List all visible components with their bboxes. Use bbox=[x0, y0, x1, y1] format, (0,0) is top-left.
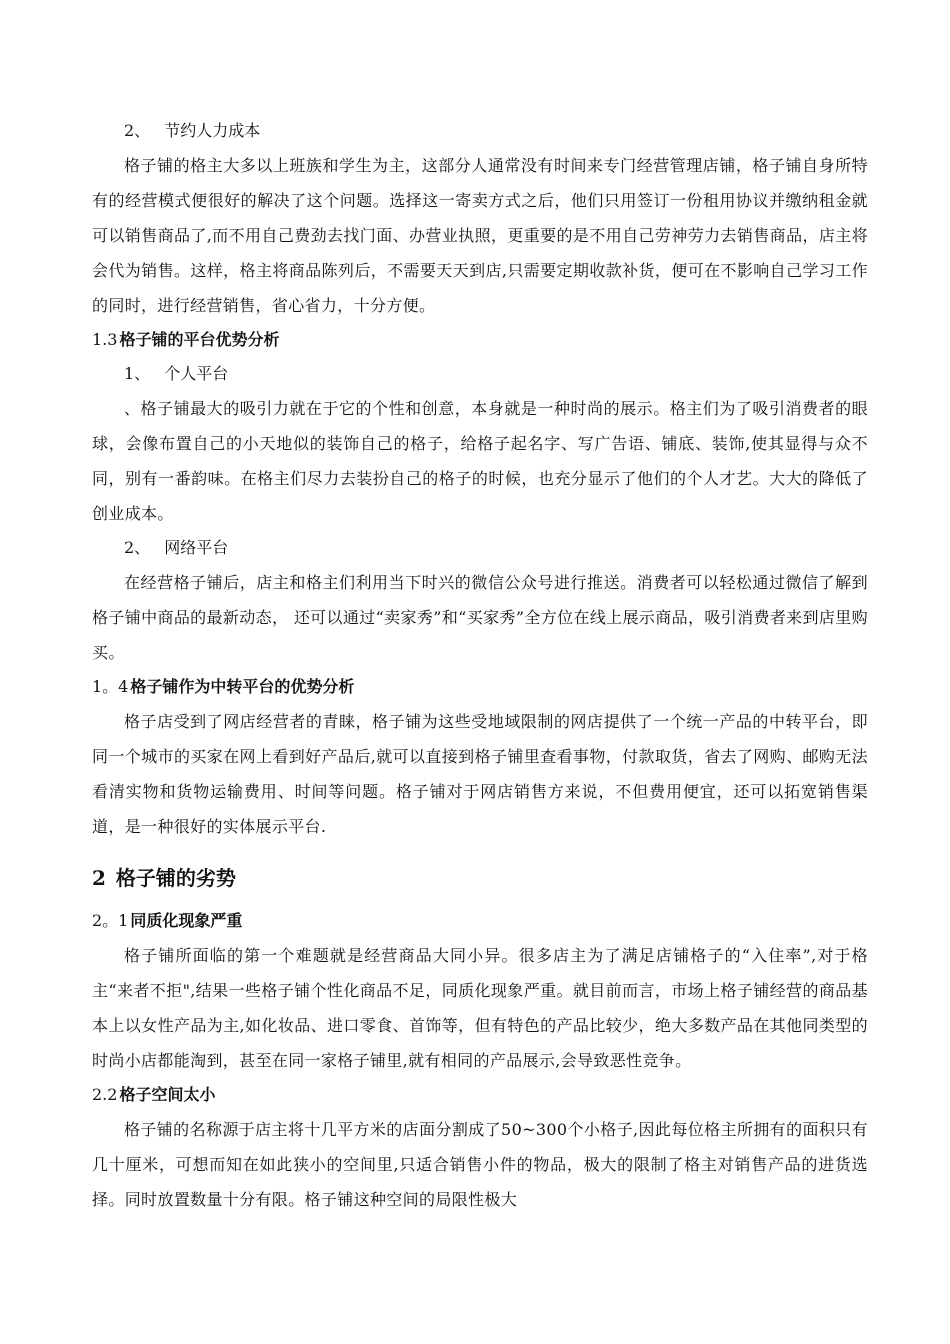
paragraph-small-space: 格子铺的名称源于店主将十几平方米的店面分割成了50~300个小格子,因此每位格主所拥有的面积只有几十厘米，可想而知在如此狭小的空间里,只适合销售小件的物品，极大的限制了格主对销售产品的进货选择。同时放置数量十分有限。格子铺这种空间的局限性极大 bbox=[92, 1120, 868, 1209]
section-number: 2.2 bbox=[92, 1085, 118, 1104]
item-heading-save-labor bbox=[92, 114, 868, 148]
section-heading-2-2 bbox=[92, 1078, 868, 1112]
item-title: 个人平台 bbox=[164, 364, 229, 383]
item-heading-network-platform bbox=[92, 531, 868, 565]
chapter-title: 格子铺的劣势 bbox=[115, 866, 236, 890]
item-number: 1、 bbox=[124, 364, 151, 383]
section-title: 格子铺作为中转平台的优势分析 bbox=[130, 677, 355, 696]
section-title: 格子铺的平台优势分析 bbox=[119, 330, 280, 349]
paragraph-homogenization: 格子铺所面临的第一个难题就是经营商品大同小异。很多店主为了满足店铺格子的“入住率”,对于格主“来者不拒",结果一些格子铺个性化商品不足，同质化现象严重。就目前而言，市场上格子铺经营的商品基本上以女性产品为主,如化妆品、进口零食、首饰等，但有特色的产品比较少，绝大多数产品在其他同类型的时尚小店都能淘到，甚至在同一家格子铺里,就有相同的产品展示,会导致恶性竞争。 bbox=[92, 946, 868, 1070]
paragraph-save-labor: 格子铺的格主大多以上班族和学生为主，这部分人通常没有时间来专门经营管理店铺，格子铺自身所特有的经营模式便很好的解决了这个问题。选择这一寄卖方式之后，他们只用签订一份租用协议并缴纳租金就可以销售商品了,而不用自己费劲去找门面、办营业执照，更重要的是不用自己劳神劳力去销售商品，店主将会代为销售。这样，格主将商品陈列后，不需要天天到店,只需要定期收款补货，便可在不影响自己学习工作的同时，进行经营销售，省心省力，十分方便。 bbox=[92, 156, 868, 315]
section-number: 2。1 bbox=[92, 911, 129, 930]
chapter-heading-2 bbox=[92, 858, 868, 898]
paragraph-personal-platform: 、格子铺最大的吸引力就在于它的个性和创意，本身就是一种时尚的展示。格主们为了吸引消费者的眼球，会像布置自己的小天地似的装饰自己的格子，给格子起名字、写广告语、铺底、装饰,使其显得与众不同，别有一番韵味。在格主们尽力去装扮自己的格子的时候，也充分显示了他们的个人才艺。大大的降低了创业成本。 bbox=[92, 399, 868, 523]
paragraph-transit-platform: 格子店受到了网店经营者的青睐，格子铺为这些受地域限制的网店提供了一个统一产品的中转平台，即同一个城市的买家在网上看到好产品后,就可以直接到格子铺里查看事物，付款取货，省去了网购、邮购无法看清实物和货物运输费用、时间等问题。格子铺对于网店销售方来说，不但费用便宜，还可以拓宽销售渠道，是一种很好的实体展示平台. bbox=[92, 712, 868, 836]
paragraph-network-platform: 在经营格子铺后，店主和格主们利用当下时兴的微信公众号进行推送。消费者可以轻松通过微信了解到格子铺中商品的最新动态， 还可以通过“卖家秀”和“买家秀”全方位在线上展示商品，吸引消费者来到店里购买。 bbox=[92, 573, 868, 662]
chapter-number: 2 bbox=[92, 866, 106, 890]
section-heading-1-3 bbox=[92, 323, 868, 357]
section-title: 格子空间太小 bbox=[119, 1085, 216, 1104]
item-title: 节约人力成本 bbox=[164, 121, 261, 140]
section-title: 同质化现象严重 bbox=[130, 911, 243, 930]
item-number: 2、 bbox=[124, 121, 151, 140]
section-heading-1-4 bbox=[92, 670, 868, 704]
document-page bbox=[92, 114, 868, 1217]
item-title: 网络平台 bbox=[164, 538, 229, 557]
item-heading-personal-platform bbox=[92, 357, 868, 391]
section-number: 1。4 bbox=[92, 677, 129, 696]
section-number: 1.3 bbox=[92, 330, 118, 349]
section-heading-2-1 bbox=[92, 904, 868, 938]
item-number: 2、 bbox=[124, 538, 151, 557]
